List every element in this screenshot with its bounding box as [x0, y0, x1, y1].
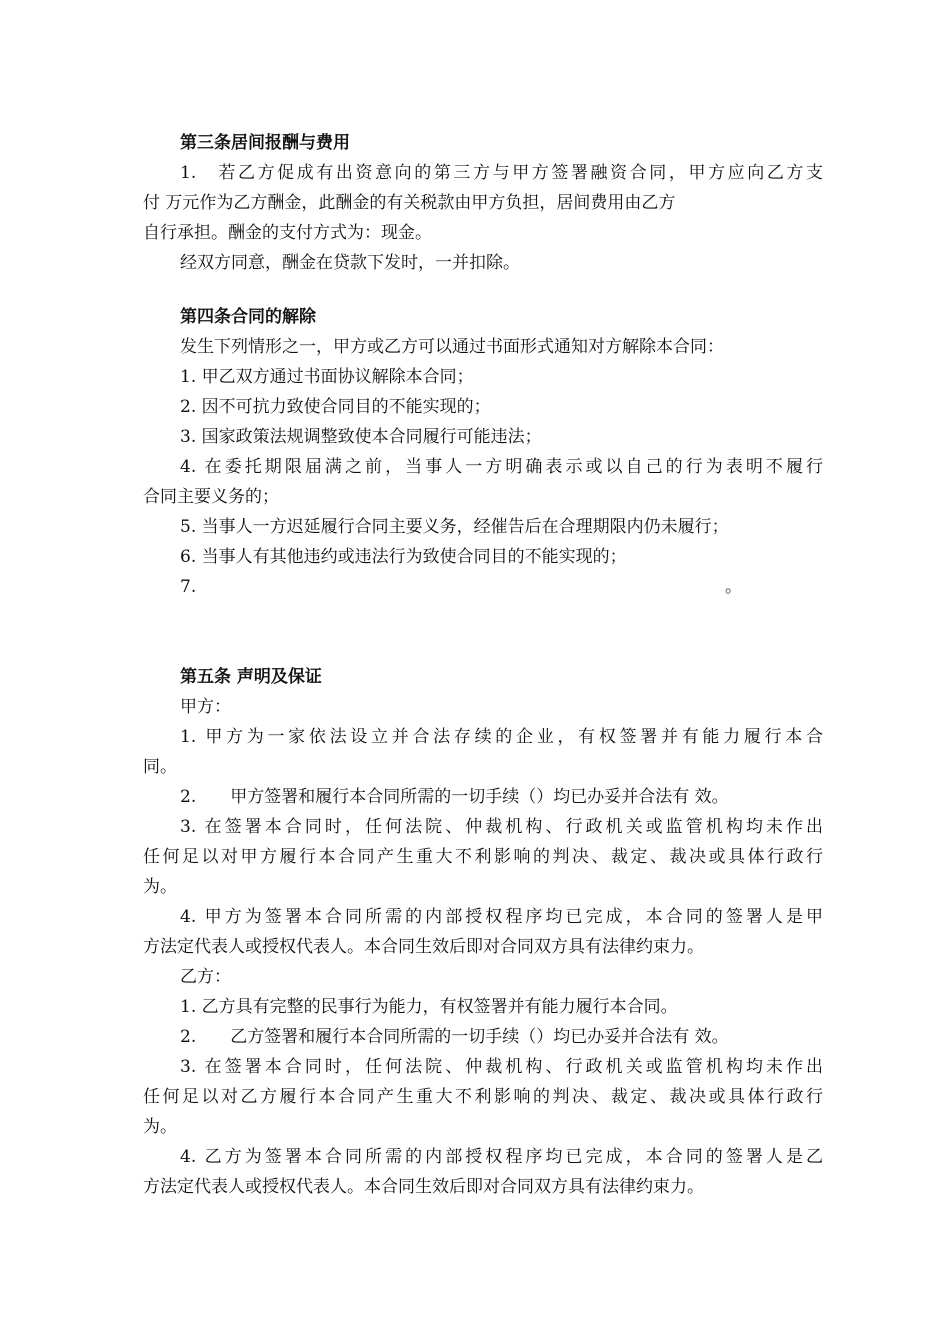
party-a-line-1: 1. 甲方为一家依法设立并合法存续的企业，有权签署并有能力履行本合 [180, 727, 823, 747]
party-a-line-3: 2. 甲方签署和履行本合同所需的一切手续（）均已办妥并合法有 效。 [180, 787, 729, 807]
party-a-line-7: 4. 甲方为签署本合同所需的内部授权程序均已完成，本合同的签署人是甲 [180, 907, 823, 927]
article-3-line-3: 自行承担。酬金的支付方式为：现金。 [143, 223, 432, 243]
section-spacer [143, 278, 823, 302]
article-3-line-2: 付 万元作为乙方酬金，此酬金的有关税款由甲方负担，居间费用由乙方 [143, 193, 676, 213]
article-4-item-3: 3. 国家政策法规调整致使本合同履行可能违法； [180, 427, 542, 447]
article-3-heading: 第三条居间报酬与费用 [180, 133, 350, 153]
article-4-item-7-number: 7. [180, 577, 197, 597]
party-a-line-2: 同。 [143, 757, 177, 777]
article-3-line-1: 1. 若乙方促成有出资意向的第三方与甲方签署融资合同，甲方应向乙方支 [180, 163, 823, 183]
article-4-item-4: 4. 在委托期限届满之前，当事人一方明确表示或以自己的行为表明不履行 [180, 457, 823, 477]
document-body [143, 128, 823, 1202]
party-b-line-3: 3. 在签署本合同时，任何法院、仲裁机构、行政机关或监管机构均未作出 [180, 1057, 823, 1077]
party-b-label: 乙方： [180, 967, 231, 987]
article-4-item-7 [143, 572, 823, 602]
section-spacer [143, 602, 823, 662]
party-a-line-8: 方法定代表人或授权代表人。本合同生效后即对合同双方具有法律约束力。 [143, 937, 704, 957]
party-a-label: 甲方： [180, 697, 231, 717]
party-b-line-2: 2. 乙方签署和履行本合同所需的一切手续（）均已办妥并合法有 效。 [180, 1027, 729, 1047]
article-4-item-6: 6. 当事人有其他违约或违法行为致使合同目的不能实现的； [180, 547, 627, 567]
party-a-line-5: 任何足以对甲方履行本合同产生重大不利影响的判决、裁定、裁决或具体行政行 [143, 847, 823, 867]
article-4-item-2: 2. 因不可抗力致使合同目的不能实现的； [180, 397, 491, 417]
article-5-heading: 第五条 声明及保证 [180, 667, 322, 687]
article-3-line-4: 经双方同意，酬金在贷款下发时，一并扣除。 [180, 253, 520, 273]
article-4-item-1: 1. 甲乙双方通过书面协议解除本合同； [180, 367, 474, 387]
party-b-line-1: 1. 乙方具有完整的民事行为能力，有权签署并有能力履行本合同。 [180, 997, 678, 1017]
article-4-intro: 发生下列情形之一，甲方或乙方可以通过书面形式通知对方解除本合同： [180, 337, 724, 357]
article-4-heading: 第四条合同的解除 [180, 307, 316, 327]
party-b-line-4: 任何足以对乙方履行本合同产生重大不利影响的判决、裁定、裁决或具体行政行 [143, 1087, 823, 1107]
party-b-line-7: 方法定代表人或授权代表人。本合同生效后即对合同双方具有法律约束力。 [143, 1177, 704, 1197]
party-a-line-4: 3. 在签署本合同时，任何法院、仲裁机构、行政机关或监管机构均未作出 [180, 817, 823, 837]
article-4-item-4-cont: 合同主要义务的； [143, 487, 279, 507]
party-b-line-5: 为。 [143, 1117, 177, 1137]
article-4-item-5: 5. 当事人一方迟延履行合同主要义务，经催告后在合理期限内仍未履行； [180, 517, 729, 537]
article-4-item-7-end: 。 [725, 577, 742, 597]
party-a-line-6: 为。 [143, 877, 177, 897]
party-b-line-6: 4. 乙方为签署本合同所需的内部授权程序均已完成，本合同的签署人是乙 [180, 1147, 823, 1167]
